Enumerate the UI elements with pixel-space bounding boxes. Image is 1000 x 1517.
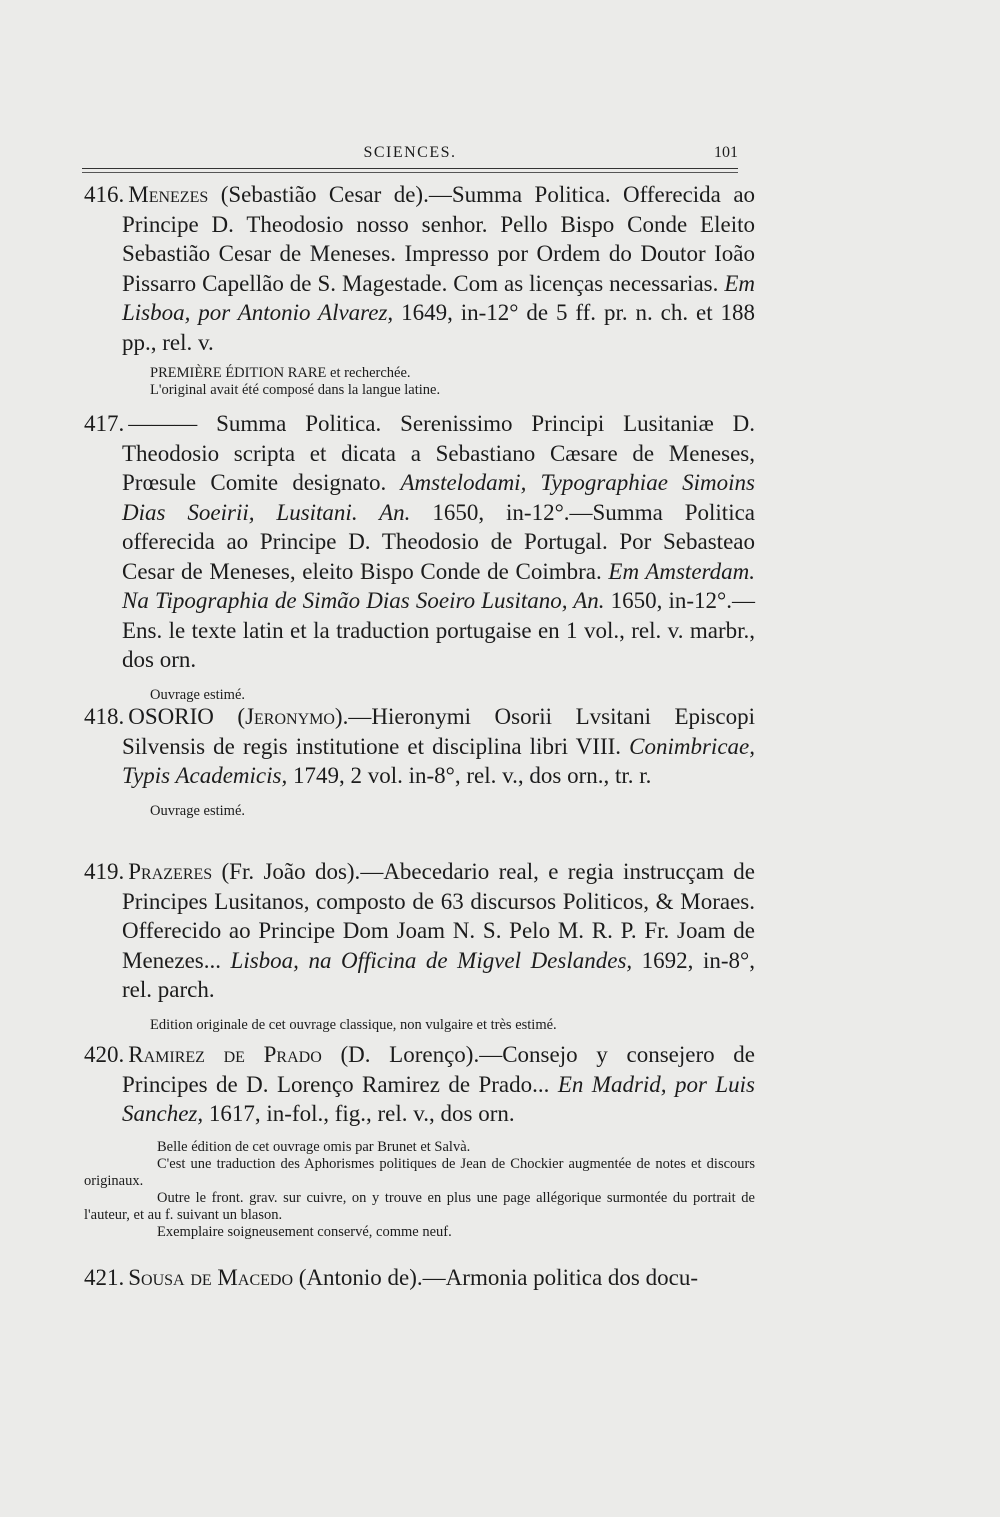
entry-author-detail: (Sebastião Cesar de). xyxy=(220,182,429,207)
entry-collation: 1650, in-12°.—Ens. le texte latin et la traduction portugaise en 1 vol., rel. v. marbr., dos orn. xyxy=(122,588,756,672)
entry-title: Summa Politica. Serenissimo Principi Lusitaniæ D. Theodosio scripta et dicata a Sebastiano Cæsare de Meneses, Prœsule Comite designato. xyxy=(122,411,755,495)
entry-author: OSORIO xyxy=(128,704,214,729)
header-rule xyxy=(82,168,738,169)
section-title: SCIENCES. xyxy=(363,144,457,161)
entry-421 xyxy=(84,1263,755,1293)
entry-notes xyxy=(84,1139,755,1241)
entry-note: Outre le front. grav. sur cuivre, on y trouve en plus une page allégorique surmontée du portrait de l'auteur, et au f. suivant un blason. xyxy=(84,1189,755,1223)
entry-title: —Hieronymi Osorii Lvsitani Episcopi Silvensis de regis institutione et disciplina libri VIII. xyxy=(122,704,755,759)
entry-author-detail: (Fr. João dos). xyxy=(221,859,361,884)
entry-419 xyxy=(84,857,755,1034)
entry-imprint: Amstelodami, Typographiae Simoins Dias Soeirii, Lusitani. An. xyxy=(122,470,755,525)
entry-note: Ouvrage estimé. xyxy=(150,802,246,819)
entry-imprint: En Madrid, por Luis Sanchez, xyxy=(122,1071,755,1126)
entry-number: 421. xyxy=(84,1265,125,1290)
entry-author: Ramirez de Prado xyxy=(128,1042,322,1067)
entry-number: 418. xyxy=(84,704,125,729)
entry-note: Edition originale de cet ouvrage classique, non vulgaire et très estimé. xyxy=(150,1016,557,1033)
entry-note: C'est une traduction des Aphorismes politiques de Jean de Chockier augmentée de notes et discours originaux. xyxy=(84,1155,755,1189)
entry-note: L'original avait été composé dans la langue latine. xyxy=(150,382,441,398)
entry-author-detail: (Antonio de). xyxy=(298,1265,423,1290)
entry-notes xyxy=(84,803,755,820)
entry-notes xyxy=(84,687,755,704)
header-rule-thin xyxy=(82,172,738,173)
entry-title: —Abecedario real, e regia instrucçam de Principes Lusitanos, composto de 63 discursos Politicos, & Moraes. Offerecido ao Principe Dom Joam N. S. Pelo M. R. P. Fr. Joam de Menezes... xyxy=(122,859,756,973)
entry-number: 417. xyxy=(84,411,125,436)
entry-author: Sousa de Macedo xyxy=(128,1265,293,1290)
entry-collation: 1617, in-fol., fig., rel. v., dos orn. xyxy=(203,1101,515,1126)
entry-imprint: Em Amsterdam. Na Tipographia de Simão Dias Soeiro Lusitano, An. xyxy=(122,558,755,613)
entry-imprint: Conimbricae, Typis Academicis, xyxy=(122,733,755,788)
page-number: 101 xyxy=(714,144,738,161)
entry-text xyxy=(84,409,755,675)
entry-dash: ——— xyxy=(128,411,198,436)
entry-collation: 1749, 2 vol. in-8°, rel. v., dos orn., tr. r. xyxy=(287,763,652,788)
entry-number: 416. xyxy=(84,182,125,207)
entry-text xyxy=(84,1263,755,1293)
entry-text xyxy=(84,1040,755,1129)
entry-note: Belle édition de cet ouvrage omis par Brunet et Salvà. xyxy=(157,1138,471,1155)
entry-text xyxy=(84,702,755,791)
entry-title: —Consejo y consejero de Principes de D. Lorenço Ramirez de Prado... xyxy=(122,1042,756,1097)
entry-text xyxy=(84,857,755,1005)
entry-imprint: Lisboa, na Officina de Migvel Deslandes, xyxy=(230,947,633,973)
entry-418 xyxy=(84,702,755,820)
entry-title: —Summa Politica. Offerecida ao Principe D. Theodosio nosso senhor. Pello Bispo Conde Eleito Sebastião Cesar de Meneses. Impresso por Ordem do Doutor Ioão Pissarro Capellão de S. Magestade. Com as licenças necessarias. xyxy=(122,182,756,296)
entry-text xyxy=(84,180,755,357)
entry-420 xyxy=(84,1040,755,1241)
entry-imprint: Em Lisboa, por Antonio Alvarez, xyxy=(122,270,755,325)
entry-note: PREMIÈRE ÉDITION RARE et recherchée. xyxy=(150,365,411,381)
entry-title: —Armonia politica dos docu- xyxy=(422,1265,698,1290)
entry-author: Prazeres xyxy=(128,859,213,884)
running-head xyxy=(82,144,738,166)
entry-author-detail: (D. Lorenço). xyxy=(340,1042,480,1067)
entry-number: 420. xyxy=(84,1042,125,1067)
entry-collation: 1650, in-12°.—Summa Politica offerecida ao Principe D. Theodosio de Portugal. Por Sebasteao Cesar de Meneses, eleito Bispo Conde de Coimbra. xyxy=(122,499,755,584)
entry-author-detail: (Jeronymo). xyxy=(237,704,349,729)
entry-417 xyxy=(84,409,755,704)
entry-note: Exemplaire soigneusement conservé, comme neuf. xyxy=(157,1223,452,1240)
entry-notes xyxy=(84,1017,755,1034)
entry-collation: 1692, in-8°, rel. parch. xyxy=(122,947,755,1002)
entry-number: 419. xyxy=(84,859,125,884)
entry-notes xyxy=(84,365,755,399)
entry-author: Menezes xyxy=(128,182,209,207)
entry-collation: 1649, in-12° de 5 ff. pr. n. ch. et 188 pp., rel. v. xyxy=(122,300,755,355)
entry-416 xyxy=(84,180,755,399)
entry-note: Ouvrage estimé. xyxy=(150,686,246,703)
